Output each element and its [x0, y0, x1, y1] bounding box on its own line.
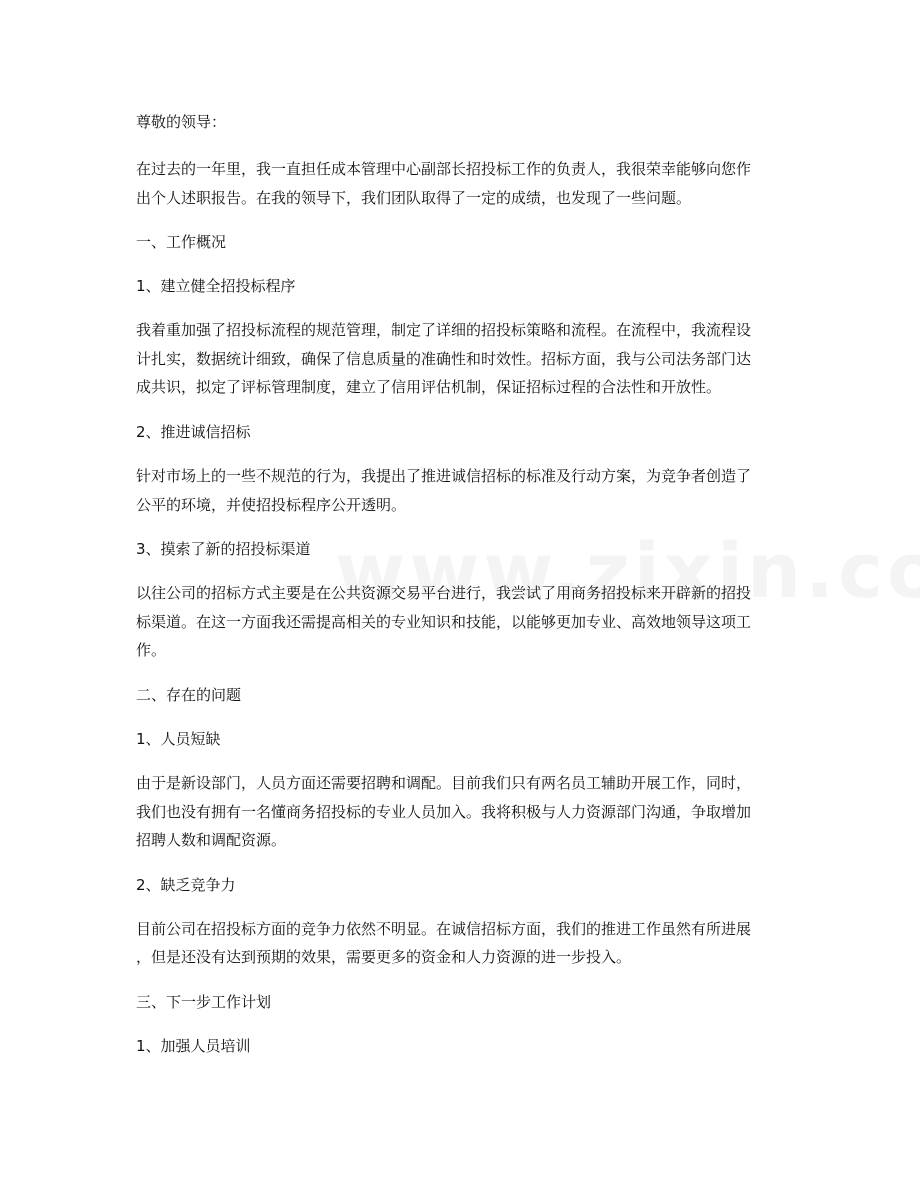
subheading-1-2: 2、推进诚信招标 — [136, 423, 251, 441]
subheading-2-1: 1、人员短缺 — [136, 730, 221, 748]
paragraph-3-line-2: 标渠道。在这一方面我还需提高相关的专业知识和技能，以能够更加专业、高效地领导这项工 — [136, 613, 752, 631]
subheading-3-1: 1、加强人员培训 — [136, 1037, 251, 1055]
paragraph-3-line-3: 作。 — [136, 641, 167, 659]
paragraph-5-line-1: 目前公司在招投标方面的竞争力依然不明显。在诚信招标方面，我们的推进工作虽然有所进展 — [136, 920, 752, 938]
intro-line-2: 出个人述职报告。在我的领导下，我们团队取得了一定的成绩，也发现了一些问题。 — [136, 189, 692, 207]
section-heading-3: 三、下一步工作计划 — [136, 993, 272, 1011]
paragraph-4-line-2: 我们也没有拥有一名懂商务招投标的专业人员加入。我将积极与人力资源部门沟通，争取增加 — [136, 803, 752, 821]
subheading-2-2: 2、缺乏竞争力 — [136, 876, 236, 894]
paragraph-1-line-2: 计扎实，数据统计细致，确保了信息质量的准确性和时效性。招标方面，我与公司法务部门达 — [136, 350, 752, 368]
paragraph-2-line-1: 针对市场上的一些不规范的行为，我提出了推进诚信招标的标准及行动方案，为竞争者创造了 — [136, 467, 752, 485]
subheading-1-3: 3、摸索了新的招投标渠道 — [136, 540, 311, 558]
salutation: 尊敬的领导： — [136, 113, 227, 131]
paragraph-4-line-3: 招聘人数和调配资源。 — [136, 831, 287, 849]
paragraph-4-line-1: 由于是新设部门，人员方面还需要招聘和调配。目前我们只有两名员工辅助开展工作，同时， — [136, 774, 752, 792]
paragraph-2-line-2: 公平的环境，并使招投标程序公开透明。 — [136, 496, 407, 514]
intro-line-1: 在过去的一年里，我一直担任成本管理中心副部长招投标工作的负责人，我很荣幸能够向您作 — [136, 160, 752, 178]
paragraph-5-line-2: ，但是还没有达到预期的效果，需要更多的资金和人力资源的进一步投入。 — [136, 948, 632, 966]
section-heading-1: 一、工作概况 — [136, 233, 227, 251]
paragraph-1-line-1: 我着重加强了招投标流程的规范管理，制定了详细的招投标策略和流程。在流程中，我流程设 — [136, 321, 752, 339]
paragraph-1-line-3: 成共识，拟定了评标管理制度，建立了信用评估机制，保证招标过程的合法性和开放性。 — [136, 378, 722, 396]
subheading-1-1: 1、建立健全招投标程序 — [136, 277, 296, 295]
paragraph-3-line-1: 以往公司的招标方式主要是在公共资源交易平台进行，我尝试了用商务招投标来开辟新的招投 — [136, 584, 752, 602]
section-heading-2: 二、存在的问题 — [136, 686, 242, 704]
